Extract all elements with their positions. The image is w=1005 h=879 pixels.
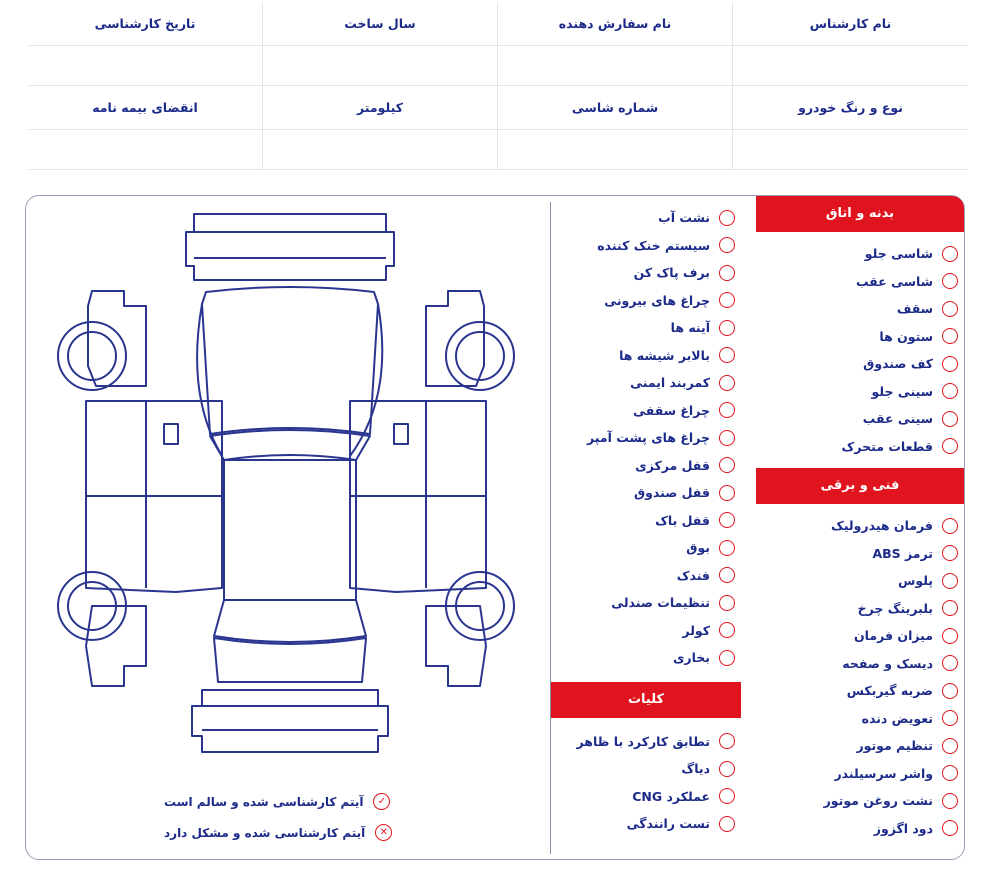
general-item-label: برف پاک کن	[633, 265, 710, 281]
general-item[interactable]	[551, 287, 741, 315]
general-item-label: بخاری	[672, 650, 710, 666]
general-item-label: چراغ های پشت آمپر	[586, 430, 710, 446]
section-header-body: بدنه و اتاق	[756, 196, 964, 232]
technical-item-label: فرمان هیدرولیک	[831, 518, 933, 534]
general-item-label: قفل صندوق	[633, 485, 710, 501]
field-mileage[interactable]	[263, 130, 498, 170]
info-label-row-2	[28, 86, 968, 130]
technical-item-label: ترمز ABS	[872, 545, 933, 561]
cross-icon: ✕	[375, 824, 392, 841]
legend-problem: ✕ آیتم کارشناسی شده و مشکل دارد	[164, 824, 392, 841]
checkbox-circle-icon[interactable]	[719, 402, 735, 418]
overview-item[interactable]	[551, 728, 741, 756]
technical-item-label: ضربه گیربکس	[846, 683, 933, 699]
checkbox-circle-icon[interactable]	[942, 356, 958, 372]
general-item[interactable]	[551, 617, 741, 645]
technical-item[interactable]	[756, 595, 964, 623]
checkbox-circle-icon[interactable]	[942, 628, 958, 644]
general-item[interactable]	[551, 204, 741, 232]
checkbox-circle-icon[interactable]	[942, 438, 958, 454]
checkbox-circle-icon[interactable]	[719, 622, 735, 638]
general-item-label: فندک	[676, 567, 710, 583]
checkbox-circle-icon[interactable]	[942, 655, 958, 671]
general-item-label: قفل مرکزی	[635, 457, 710, 473]
technical-item-label: تنظیم موتور	[856, 738, 933, 754]
checkbox-circle-icon[interactable]	[942, 273, 958, 289]
general-items-list	[551, 202, 741, 672]
general-item-label: بالابر شیشه ها	[619, 347, 710, 363]
vehicle-info-grid	[28, 2, 968, 170]
technical-item-label: میزان فرمان	[854, 628, 933, 644]
technical-item[interactable]	[756, 815, 964, 843]
general-item-label: کولر	[682, 622, 710, 638]
body-item-label: سقف	[896, 301, 933, 317]
checkbox-circle-icon[interactable]	[719, 265, 735, 281]
body-item-label: سینی جلو	[871, 383, 933, 399]
body-item[interactable]	[756, 240, 964, 268]
checkbox-circle-icon[interactable]	[719, 595, 735, 611]
body-item[interactable]	[756, 268, 964, 296]
label-build-year: سال ساخت	[263, 2, 498, 46]
checkbox-circle-icon[interactable]	[719, 733, 735, 749]
body-items-list	[756, 232, 964, 460]
checkbox-circle-icon[interactable]	[942, 301, 958, 317]
checkbox-circle-icon[interactable]	[719, 430, 735, 446]
technical-item-label: نشت روغن موتور	[823, 793, 933, 809]
body-item-label: شاسی جلو	[864, 246, 933, 262]
general-item-label: سیستم خنک کننده	[597, 237, 710, 253]
label-insurance-expiry: انقضای بیمه نامه	[28, 86, 263, 130]
general-item[interactable]	[551, 562, 741, 590]
general-item[interactable]	[551, 259, 741, 287]
body-item-label: ستون ها	[879, 328, 933, 344]
column-general-items	[550, 202, 741, 854]
general-item-label: نشت آب	[658, 210, 710, 226]
overview-item-label: دیاگ	[681, 761, 710, 777]
checkbox-circle-icon[interactable]	[942, 328, 958, 344]
field-inspection-date[interactable]	[28, 46, 263, 86]
general-item-label: بوق	[686, 540, 710, 556]
general-item[interactable]	[551, 314, 741, 342]
checkbox-circle-icon[interactable]	[942, 246, 958, 262]
general-item[interactable]	[551, 342, 741, 370]
checkbox-circle-icon[interactable]	[719, 347, 735, 363]
legend-ok: ✓ آیتم کارشناسی شده و سالم است	[164, 793, 390, 810]
body-item[interactable]	[756, 323, 964, 351]
body-item[interactable]	[756, 378, 964, 406]
technical-item[interactable]	[756, 787, 964, 815]
technical-item-label: دیسک و صفحه	[842, 655, 933, 671]
label-inspection-date: تاریخ کارشناسی	[28, 2, 263, 46]
checkbox-circle-icon[interactable]	[942, 738, 958, 754]
body-item[interactable]	[756, 405, 964, 433]
checkbox-circle-icon[interactable]	[942, 573, 958, 589]
technical-item[interactable]	[756, 567, 964, 595]
checkbox-circle-icon[interactable]	[719, 292, 735, 308]
technical-item[interactable]	[756, 512, 964, 540]
field-car-type-color[interactable]	[733, 130, 968, 170]
checkbox-circle-icon[interactable]	[719, 512, 735, 528]
label-orderer-name: نام سفارش دهنده	[498, 2, 733, 46]
checkbox-circle-icon[interactable]	[719, 540, 735, 556]
checkbox-circle-icon[interactable]	[719, 788, 735, 804]
column-body-technical	[756, 196, 964, 859]
checkbox-circle-icon[interactable]	[719, 237, 735, 253]
field-build-year[interactable]	[263, 46, 498, 86]
technical-item-label: واشر سرسیلندر	[834, 765, 933, 781]
technical-item-label: دود اگزوز	[873, 820, 933, 836]
checkbox-circle-icon[interactable]	[942, 545, 958, 561]
label-mileage: کیلومتر	[263, 86, 498, 130]
general-item-label: قفل باک	[655, 512, 710, 528]
checkbox-circle-icon[interactable]	[942, 518, 958, 534]
general-item[interactable]	[551, 534, 741, 562]
checkbox-circle-icon[interactable]	[942, 600, 958, 616]
technical-item[interactable]	[756, 622, 964, 650]
technical-item[interactable]	[756, 540, 964, 568]
body-item-label: قطعات متحرک	[841, 438, 933, 454]
checkbox-circle-icon[interactable]	[719, 210, 735, 226]
info-label-row-1	[28, 2, 968, 46]
overview-item[interactable]	[551, 810, 741, 838]
technical-item[interactable]	[756, 732, 964, 760]
check-icon: ✓	[373, 793, 390, 810]
technical-item[interactable]	[756, 705, 964, 733]
general-item-label: تنظیمات صندلی	[611, 595, 710, 611]
checkbox-circle-icon[interactable]	[719, 761, 735, 777]
body-item[interactable]	[756, 433, 964, 461]
general-item-label: چراغ سقفی	[633, 402, 710, 418]
overview-item-label: تست رانندگی	[626, 816, 710, 832]
general-item[interactable]	[551, 479, 741, 507]
checkbox-circle-icon[interactable]	[942, 765, 958, 781]
overview-item-label: تطابق کارکرد با ظاهر	[576, 733, 710, 749]
checkbox-circle-icon[interactable]	[719, 816, 735, 832]
checkbox-circle-icon[interactable]	[719, 457, 735, 473]
body-item-label: کف صندوق	[863, 356, 933, 372]
overview-item[interactable]	[551, 755, 741, 783]
general-item[interactable]	[551, 507, 741, 535]
general-item[interactable]	[551, 644, 741, 672]
technical-item[interactable]	[756, 650, 964, 678]
car-body-diagram[interactable]	[26, 196, 546, 856]
body-item[interactable]	[756, 350, 964, 378]
overview-items-list	[551, 718, 741, 838]
technical-items-list	[756, 504, 964, 842]
overview-item[interactable]	[551, 783, 741, 811]
general-item[interactable]	[551, 452, 741, 480]
checkbox-circle-icon[interactable]	[719, 567, 735, 583]
overview-item-label: عملکرد CNG	[632, 788, 710, 804]
inspection-panel	[25, 195, 965, 860]
technical-item[interactable]	[756, 760, 964, 788]
checkbox-circle-icon[interactable]	[719, 320, 735, 336]
field-orderer-name[interactable]	[498, 46, 733, 86]
general-item[interactable]	[551, 589, 741, 617]
field-expert-name[interactable]	[733, 46, 968, 86]
info-value-row-1	[28, 46, 968, 86]
general-item[interactable]	[551, 397, 741, 425]
checkbox-circle-icon[interactable]	[942, 710, 958, 726]
general-item-label: آینه ها	[670, 320, 710, 336]
technical-item-label: تعویض دنده	[861, 710, 933, 726]
field-insurance-expiry[interactable]	[28, 130, 263, 170]
checkbox-circle-icon[interactable]	[942, 793, 958, 809]
label-chassis-number: شماره شاسی	[498, 86, 733, 130]
general-item-label: چراغ های بیرونی	[604, 292, 710, 308]
general-item-label: کمربند ایمنی	[630, 375, 710, 391]
general-item[interactable]	[551, 369, 741, 397]
technical-item-label: بلبرینگ چرخ	[857, 600, 933, 616]
general-item[interactable]	[551, 424, 741, 452]
section-header-technical: فنی و برقی	[756, 468, 964, 504]
section-header-overview: کلیات	[551, 682, 741, 718]
checkbox-circle-icon[interactable]	[942, 683, 958, 699]
label-expert-name: نام کارشناس	[733, 2, 968, 46]
checkbox-circle-icon[interactable]	[719, 650, 735, 666]
checkbox-circle-icon[interactable]	[719, 485, 735, 501]
technical-item[interactable]	[756, 677, 964, 705]
checkbox-circle-icon[interactable]	[942, 383, 958, 399]
checkbox-circle-icon[interactable]	[942, 411, 958, 427]
general-item[interactable]	[551, 232, 741, 260]
body-item[interactable]	[756, 295, 964, 323]
info-value-row-2	[28, 130, 968, 170]
field-chassis-number[interactable]	[498, 130, 733, 170]
technical-item-label: پلوس	[898, 573, 933, 589]
body-item-label: شاسی عقب	[855, 273, 933, 289]
body-item-label: سینی عقب	[862, 411, 933, 427]
label-car-type-color: نوع و رنگ خودرو	[733, 86, 968, 130]
checkbox-circle-icon[interactable]	[719, 375, 735, 391]
checkbox-circle-icon[interactable]	[942, 820, 958, 836]
